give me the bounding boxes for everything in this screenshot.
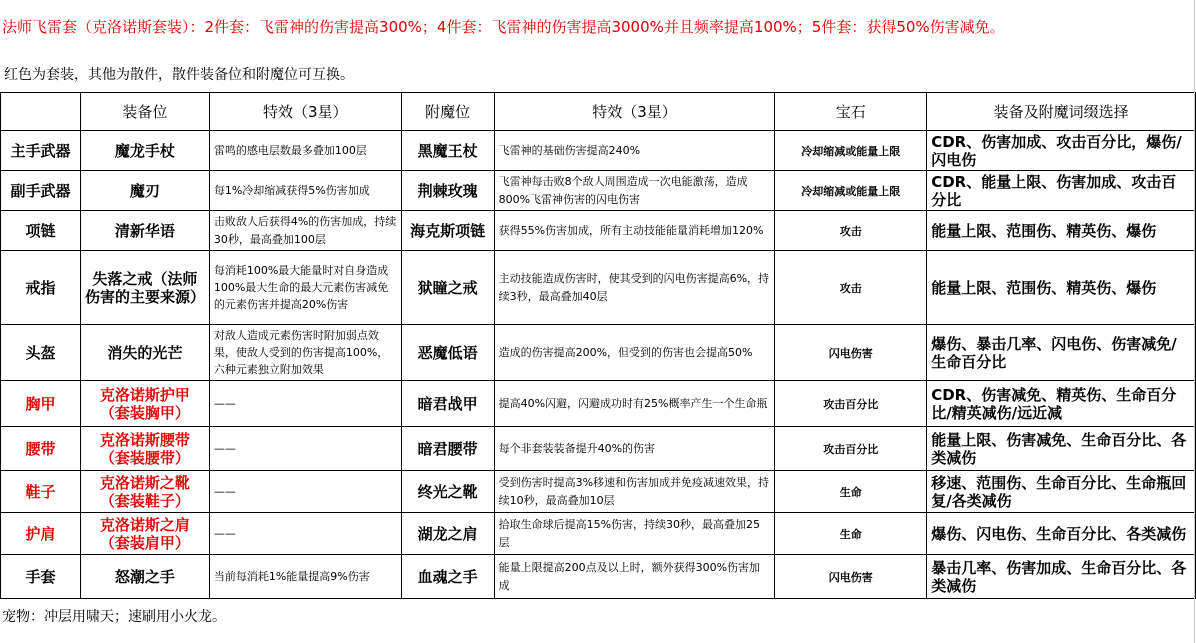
affix-cell: 能量上限、伤害减免、生命百分比、各类减伤 (927, 427, 1196, 471)
enchant-effect-cell: 提高40%闪避，闪避成功时有25%概率产生一个生命瓶 (494, 381, 775, 427)
legend-note: 红色为套装，其他为散件，散件装备位和附魔位可互换。 (4, 67, 354, 83)
header-cell: 特效（3星） (494, 93, 775, 131)
equip-name-cell: 克洛诺斯腰带（套装腰带） (80, 427, 209, 471)
slot-cell: 副手武器 (1, 171, 81, 211)
set-bonus-banner: 法师飞雷套（克洛诺斯套装）：2件套：飞雷神的伤害提高300%；4件套：飞雷神的伤害提高3000%并且频率提高100%；5件套：获得50%伤害减免。 (2, 18, 1005, 36)
header-cell: 特效（3星） (209, 93, 401, 131)
enchant-name-cell: 恶魔低语 (401, 325, 494, 381)
enchant-name-cell: 黑魔王杖 (401, 131, 494, 171)
slot-cell: 手套 (1, 555, 81, 599)
enchant-name-cell: 荆棘玫瑰 (401, 171, 494, 211)
header-cell: 装备及附魔词缀选择 (927, 93, 1196, 131)
equip-effect-cell: 每1%冷却缩减获得5%伤害加成 (209, 171, 401, 211)
enchant-effect-cell: 拾取生命球后提高15%伤害，持续30秒，最高叠加25层 (494, 513, 775, 555)
enchant-name-cell: 血魂之手 (401, 555, 494, 599)
affix-cell: 能量上限、范围伤、精英伤、爆伤 (927, 211, 1196, 251)
equip-effect-cell: —— (209, 427, 401, 471)
affix-cell: 移速、范围伤、生命百分比、生命瓶回复/各类减伤 (927, 471, 1196, 513)
gear-table (0, 92, 1196, 599)
page-edge-divider (1194, 0, 1195, 643)
gem-cell: 攻击 (775, 211, 927, 251)
affix-cell: 能量上限、范围伤、精英伤、爆伤 (927, 251, 1196, 325)
gem-cell: 闪电伤害 (775, 555, 927, 599)
equip-name-cell: 魔龙手杖 (80, 131, 209, 171)
slot-cell: 鞋子 (1, 471, 81, 513)
enchant-name-cell: 湖龙之肩 (401, 513, 494, 555)
enchant-effect-cell: 飞雷神的基础伤害提高240% (494, 131, 775, 171)
affix-cell: 暴击几率、伤害加成、生命百分比、各类减伤 (927, 555, 1196, 599)
table-row (1, 211, 1196, 251)
enchant-name-cell: 终光之靴 (401, 471, 494, 513)
table-row (1, 427, 1196, 471)
equip-name-cell: 失落之戒（法师伤害的主要来源） (80, 251, 209, 325)
slot-cell: 主手武器 (1, 131, 81, 171)
table-row (1, 325, 1196, 381)
enchant-effect-cell: 每个非套装装备提升40%的伤害 (494, 427, 775, 471)
equip-effect-cell: 击败敌人后获得4%的伤害加成，持续30秒，最高叠加100层 (209, 211, 401, 251)
enchant-effect-cell: 造成的伤害提高200%，但受到的伤害也会提高50% (494, 325, 775, 381)
header-cell (1, 93, 81, 131)
enchant-effect-cell: 能量上限提高200点及以上时，额外获得300%伤害加成 (494, 555, 775, 599)
affix-cell: CDR、能量上限、伤害加成、攻击百分比 (927, 171, 1196, 211)
slot-cell: 护肩 (1, 513, 81, 555)
table-header-row (1, 93, 1196, 131)
affix-cell: 爆伤、闪电伤、生命百分比、各类减伤 (927, 513, 1196, 555)
equip-name-cell: 消失的光芒 (80, 325, 209, 381)
equip-name-cell: 清新华语 (80, 211, 209, 251)
affix-cell: CDR、伤害加成、攻击百分比，爆伤/闪电伤 (927, 131, 1196, 171)
equip-effect-cell: 对敌人造成元素伤害时附加弱点效果，使敌人受到的伤害提高100%，六种元素独立附加效果 (209, 325, 401, 381)
pet-recommendation: 宠物：冲层用啸天；速刷用小火龙。 (2, 609, 226, 625)
enchant-effect-cell: 飞雷神每击败8个敌人周围造成一次电能激荡，造成800%飞雷神伤害的闪电伤害 (494, 171, 775, 211)
gem-cell: 闪电伤害 (775, 325, 927, 381)
gem-cell: 生命 (775, 471, 927, 513)
enchant-effect-cell: 获得55%伤害加成，所有主动技能能量消耗增加120% (494, 211, 775, 251)
equip-effect-cell: 每消耗100%最大能量时对自身造成100%最大生命的最大元素伤害减免的元素伤害并提高20%伤害 (209, 251, 401, 325)
table-row (1, 513, 1196, 555)
equip-effect-cell: 当前每消耗1%能量提高9%伤害 (209, 555, 401, 599)
enchant-name-cell: 海克斯项链 (401, 211, 494, 251)
equip-effect-cell: —— (209, 471, 401, 513)
gem-cell: 攻击 (775, 251, 927, 325)
equip-name-cell: 克洛诺斯护甲（套装胸甲） (80, 381, 209, 427)
gem-cell: 生命 (775, 513, 927, 555)
table-row (1, 171, 1196, 211)
enchant-effect-cell: 受到伤害时提高3%移速和伤害加成并免疫减速效果，持续10秒，最高叠加10层 (494, 471, 775, 513)
equip-name-cell: 怒潮之手 (80, 555, 209, 599)
affix-cell: 爆伤、暴击几率、闪电伤、伤害减免/生命百分比 (927, 325, 1196, 381)
enchant-name-cell: 狱瞳之戒 (401, 251, 494, 325)
enchant-effect-cell: 主动技能造成伤害时，使其受到的闪电伤害提高6%，持续3秒，最高叠加40层 (494, 251, 775, 325)
table-row (1, 131, 1196, 171)
gem-cell: 攻击百分比 (775, 381, 927, 427)
table-row (1, 471, 1196, 513)
slot-cell: 项链 (1, 211, 81, 251)
table-row (1, 381, 1196, 427)
gem-cell: 攻击百分比 (775, 427, 927, 471)
table-row (1, 251, 1196, 325)
slot-cell: 头盔 (1, 325, 81, 381)
slot-cell: 腰带 (1, 427, 81, 471)
enchant-name-cell: 暗君腰带 (401, 427, 494, 471)
affix-cell: CDR、伤害减免、精英伤、生命百分比/精英减伤/远近减 (927, 381, 1196, 427)
equip-name-cell: 克洛诺斯之肩（套装肩甲） (80, 513, 209, 555)
gem-cell: 冷却缩减或能量上限 (775, 131, 927, 171)
equip-effect-cell: —— (209, 381, 401, 427)
slot-cell: 戒指 (1, 251, 81, 325)
equip-name-cell: 克洛诺斯之靴（套装鞋子） (80, 471, 209, 513)
gem-cell: 冷却缩减或能量上限 (775, 171, 927, 211)
equip-name-cell: 魔刃 (80, 171, 209, 211)
equip-effect-cell: 雷鸣的感电层数最多叠加100层 (209, 131, 401, 171)
header-cell: 宝石 (775, 93, 927, 131)
enchant-name-cell: 暗君战甲 (401, 381, 494, 427)
header-cell: 装备位 (80, 93, 209, 131)
header-cell: 附魔位 (401, 93, 494, 131)
slot-cell: 胸甲 (1, 381, 81, 427)
equip-effect-cell: —— (209, 513, 401, 555)
